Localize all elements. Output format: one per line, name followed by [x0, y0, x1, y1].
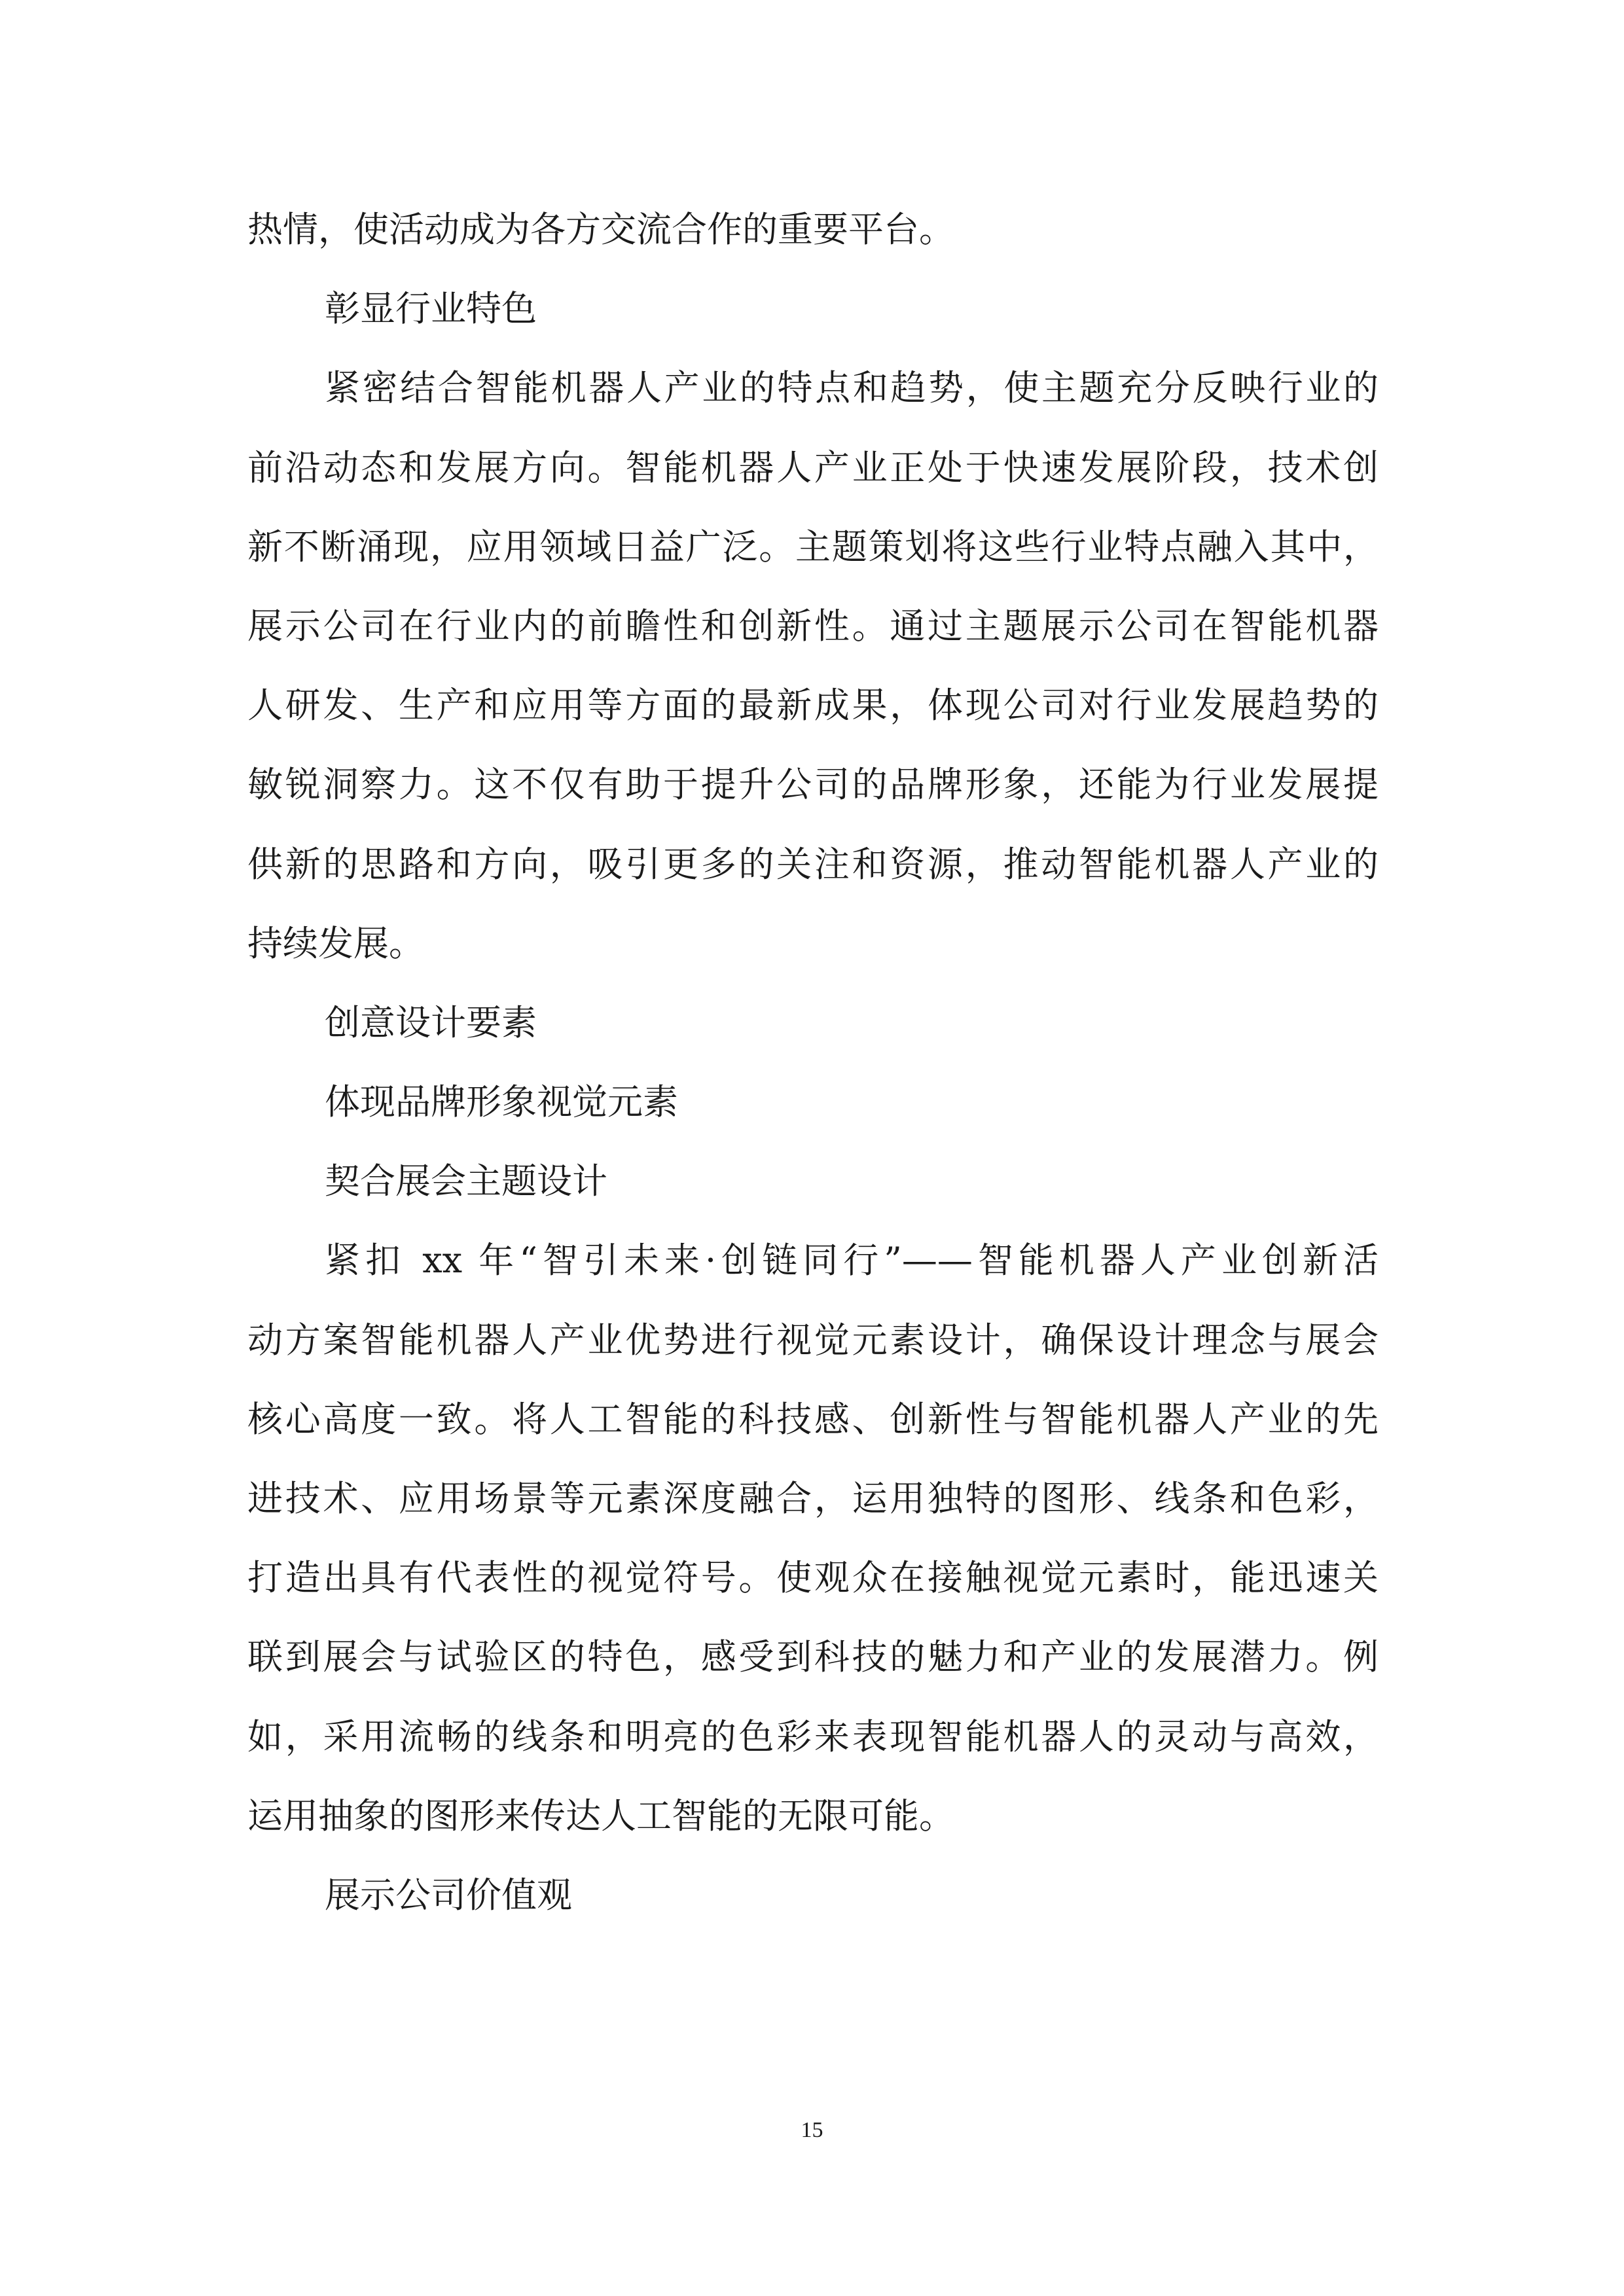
paragraph-line: 核心高度一致。将人工智能的科技感、创新性与智能机器人产业的先	[247, 1398, 1379, 1440]
paragraph-line: 联到展会与试验区的特色，感受到科技的魅力和产业的发展潜力。例	[247, 1636, 1379, 1678]
section-heading: 展示公司价值观	[325, 1874, 572, 1916]
section-heading: 创意设计要素	[325, 1001, 537, 1043]
section-heading: 契合展会主题设计	[325, 1160, 607, 1202]
page-number: 15	[801, 2118, 823, 2142]
paragraph-line: 人研发、生产和应用等方面的最新成果，体现公司对行业发展趋势的	[247, 685, 1379, 726]
paragraph-line: 热情，使活动成为各方交流合作的重要平台。	[247, 209, 954, 250]
paragraph-line: 新不断涌现，应用领域日益广泛。主题策划将这些行业特点融入其中，	[247, 526, 1379, 567]
paragraph-line: 紧密结合智能机器人产业的特点和趋势，使主题充分反映行业的	[325, 367, 1379, 409]
paragraph-line: 进技术、应用场景等元素深度融合，运用独特的图形、线条和色彩，	[247, 1478, 1379, 1519]
paragraph-line: 运用抽象的图形来传达人工智能的无限可能。	[247, 1795, 954, 1837]
paragraph-line: 供新的思路和方向，吸引更多的关注和资源，推动智能机器人产业的	[247, 843, 1379, 885]
paragraph-line: 动方案智能机器人产业优势进行视觉元素设计，确保设计理念与展会	[247, 1319, 1379, 1361]
section-heading: 体现品牌形象视觉元素	[325, 1081, 678, 1123]
paragraph-line: 持续发展。	[247, 922, 424, 964]
section-heading: 彰显行业特色	[325, 288, 537, 330]
paragraph-line: 打造出具有代表性的视觉符号。使观众在接触视觉元素时，能迅速关	[247, 1557, 1379, 1599]
paragraph-line: 如，采用流畅的线条和明亮的色彩来表现智能机器人的灵动与高效，	[247, 1715, 1379, 1757]
paragraph-line: 敏锐洞察力。这不仅有助于提升公司的品牌形象，还能为行业发展提	[247, 764, 1379, 806]
paragraph-line: 紧扣 xx 年“智引未来·创链同行”——智能机器人产业创新活	[325, 1240, 1379, 1282]
body-text	[247, 190, 1379, 1935]
paragraph-line: 前沿动态和发展方向。智能机器人产业正处于快速发展阶段，技术创	[247, 446, 1379, 488]
paragraph-line: 展示公司在行业内的前瞻性和创新性。通过主题展示公司在智能机器	[247, 605, 1379, 647]
